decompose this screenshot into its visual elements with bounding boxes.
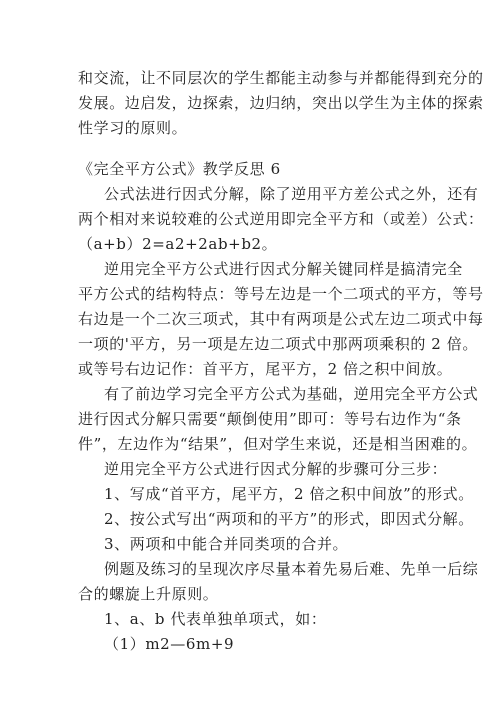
paragraph-line: 逆用完全平方公式进行因式分解的步骤可分三步： <box>104 460 448 478</box>
paragraph-line: 有了前边学习完全平方公式为基础，逆用完全平方公式 <box>104 385 479 403</box>
list-item: 3、两项和中能合并同类项的合并。 <box>104 535 349 553</box>
paragraph-line: 右边是一个二次三项式，其中有两项是公式左边二项式中每 <box>78 310 484 328</box>
list-item: 1、写成“首平方，尾平方，2 倍之积中间放”的形式。 <box>104 485 474 503</box>
paragraph-line: 一项的'平方，另一项是左边二项式中那两项乘积的 2 倍。 <box>78 335 479 353</box>
paragraph-line: 性学习的原则。 <box>78 119 188 137</box>
paragraph-line: 逆用完全平方公式进行因式分解关键同样是搞清完全 <box>104 260 463 278</box>
paragraph-line: 进行因式分解只需要“颠倒使用”即可：等号右边作为“条 <box>78 410 462 428</box>
paragraph-line: 合的螺旋上升原则。 <box>78 585 219 603</box>
formula-line: （a+b）2=a2+2ab+b2。 <box>78 235 278 253</box>
paragraph-line: 发展。边启发，边探索，边归纳，突出以学生为主体的探索 <box>78 94 484 112</box>
formula-line: （1）m2—6m+9 <box>104 635 235 653</box>
paragraph-line: 公式法进行因式分解，除了逆用平方差公式之外，还有 <box>104 185 479 203</box>
paragraph-line: 件”，左边作为“结果”，但对学生来说，还是相当困难的。 <box>78 435 478 453</box>
paragraph-line: 两个相对来说较难的公式逆用即完全平方和（或差）公式： <box>78 210 484 228</box>
section-title: 《完全平方公式》教学反思 6 <box>78 160 281 178</box>
paragraph-line: 平方公式的结构特点：等号左边是一个二项式的平方，等号 <box>78 285 484 303</box>
list-item: 2、按公式写出“两项和的平方”的形式，即因式分解。 <box>104 510 474 528</box>
paragraph-line: 和交流，让不同层次的学生都能主动参与并都能得到充分的 <box>78 69 484 87</box>
list-item: 1、a、b 代表单独单项式，如： <box>104 610 327 628</box>
paragraph-line: 例题及练习的呈现次序尽量本着先易后难、先单一后综 <box>104 560 479 578</box>
paragraph-line: 或等号右边记作：首平方，尾平方，2 倍之积中间放。 <box>78 360 453 378</box>
